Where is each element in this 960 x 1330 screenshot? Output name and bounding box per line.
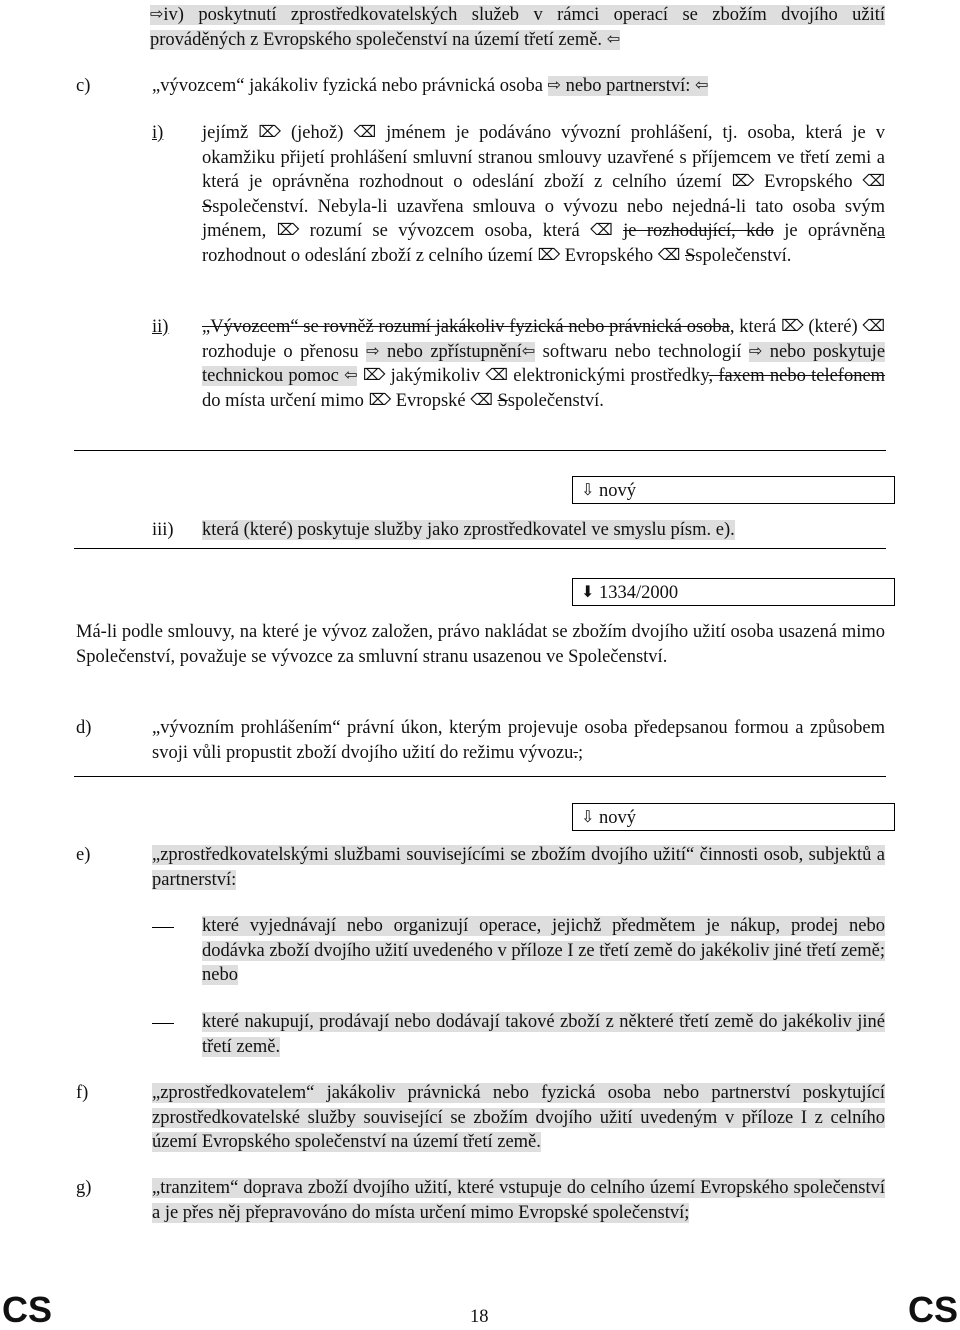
item-g-label: g) xyxy=(76,1178,92,1198)
reference-label: 1334/2000 xyxy=(599,583,679,603)
item-g-text xyxy=(152,1176,885,1225)
item-c-iii-label: iii) xyxy=(152,520,174,540)
delete-start-icon: ⌦ xyxy=(362,365,386,384)
section-divider xyxy=(74,548,886,549)
text-run: Evropského xyxy=(564,245,654,266)
inserted-text: které vyjednávají nebo organizují operace, jejichž předmětem je nákup, prodej nebo dodávka zboží dvojího užití uvedeného v příloze I ze třetí země do jakékoliv jiné třetí země; nebo xyxy=(202,916,885,985)
insert-start-icon: ⇨ xyxy=(366,340,380,360)
delete-end-icon: ⌫ xyxy=(657,244,681,264)
item-c-text xyxy=(152,74,885,99)
text-run: rozhodnout o odeslání zboží z celního území xyxy=(202,245,533,266)
item-c-label: c) xyxy=(76,76,91,96)
arrow-down-outline-icon: ⇩ xyxy=(581,480,595,499)
item-d-text xyxy=(152,716,885,765)
arrow-down-outline-icon: ⇩ xyxy=(581,807,595,826)
new-marker-label: nový xyxy=(599,808,637,828)
inserted-text: která (které) poskytuje služby jako zprostředkovatel ve smyslu písm. e). xyxy=(202,520,735,540)
text-run: společenství. xyxy=(695,245,792,266)
text-run: Evropské xyxy=(395,390,466,411)
text-run: společenství. Nebyla-li uzavřena smlouva o vývozu nebo nejedná-li tato osoba svým jménem, xyxy=(202,196,885,241)
text-run: , která xyxy=(729,317,777,337)
inserted-text: nebo zpřístupnění xyxy=(386,341,522,362)
insert-start-icon: ⇨ xyxy=(150,4,164,23)
text-run: elektronickými prostředky xyxy=(513,366,709,386)
text-run: jakýmikoliv xyxy=(390,366,481,386)
paragraph-text: Má-li podle smlouvy, na které je vývoz založen, právo nakládat se zbožím dvojího užití osoba usazená mimo Společenství, považuje se vývozce za smluvní stranu usazenou ve Společenství. xyxy=(76,622,885,667)
deleted-text: „Vývozcem“ se rovněž rozumí jakákoliv fyzická nebo právnická osoba xyxy=(202,317,730,337)
deleted-text: S xyxy=(684,245,696,266)
text-run: společenství. xyxy=(507,390,604,411)
footer-language-left: CS xyxy=(2,1289,53,1330)
item-c-ii-label: ii) xyxy=(152,317,169,337)
item-e-text xyxy=(152,843,885,892)
new-marker-label: nový xyxy=(599,481,637,501)
item-iv-text: iv) poskytnutí zprostředkovatelských služeb v rámci operací se zbožím dvojího užití prováděných z Evropského společenství na území třetí země. xyxy=(150,5,885,50)
deleted-text: S xyxy=(497,390,508,411)
page-number: 18 xyxy=(470,1307,489,1327)
text-run: Evropského xyxy=(764,172,853,192)
item-e-dash1 xyxy=(202,914,885,988)
text-run: je oprávněn xyxy=(784,221,877,241)
item-c-text-a: „vývozcem“ jakákoliv fyzická nebo právnická osoba xyxy=(152,76,543,96)
section-divider xyxy=(74,450,886,451)
delete-start-icon: ⌦ xyxy=(780,316,804,335)
list-dash xyxy=(152,1023,174,1024)
item-iv xyxy=(150,3,885,52)
item-c-text-b: nebo partnerství: xyxy=(565,76,691,96)
delete-end-icon: ⌫ xyxy=(353,122,377,141)
delete-end-icon: ⌫ xyxy=(470,389,493,409)
text-run: softwaru nebo technologií xyxy=(542,341,742,362)
deleted-text: , faxem nebo telefonem xyxy=(708,366,886,386)
text-run: jejímž xyxy=(202,123,249,143)
item-c-i-text xyxy=(202,121,885,268)
item-d-label: d) xyxy=(76,718,92,738)
text-run: rozumí se vývozcem osoba, která xyxy=(309,221,580,241)
delete-end-icon: ⌫ xyxy=(485,365,508,384)
item-c-ii-text xyxy=(202,315,885,413)
inserted-text: nebo poskytuje technickou pomoc xyxy=(202,341,886,386)
item-f-label: f) xyxy=(76,1083,89,1103)
delete-end-icon: ⌫ xyxy=(590,220,613,239)
footer-language-right: CS xyxy=(907,1289,958,1330)
item-f-text xyxy=(152,1081,885,1155)
inserted-text: „zprostředkovatelem“ jakákoliv právnická nebo fyzická osoba nebo partnerství poskytující zprostředkovatelské služby související se zbožím dvojího užití uvedeným v příloze I z celního území Evropského společenství na území třetí země. xyxy=(152,1083,885,1152)
deleted-text: je rozhodující, kdo xyxy=(623,221,774,241)
text-run: „vývozním prohlášením“ právní úkon, kterým projevuje osoba předepsanou formou a způsobem svoji vůli propustit zboží dvojího užití do režimu vývozu xyxy=(152,718,885,763)
text-run: do místa určení mimo xyxy=(202,390,364,411)
text-run: (které) xyxy=(808,317,858,337)
text-run: jménem je podáváno vývozní prohlášení, tj. osoba, která je v okamžiku přijetí prohlášení smluvní stranou smlouvy uzavřené s příjemcem ve třetí zemi a která je oprávněna rozhodnout o odeslání zboží z celního území xyxy=(202,123,886,192)
inserted-text: „zprostředkovatelskými službami souvisejícími se zbožím dvojího užití“ činnosti osob, subjektů a partnerství: xyxy=(152,845,885,890)
item-e-label: e) xyxy=(76,845,91,865)
reference-box xyxy=(572,578,895,606)
underlined-text: ; xyxy=(577,742,584,763)
delete-end-icon: ⌫ xyxy=(862,171,886,190)
item-e-dash2 xyxy=(202,1010,885,1059)
deleted-text: . xyxy=(573,742,578,763)
text-run: rozhoduje o přenosu xyxy=(202,341,359,362)
delete-start-icon: ⌦ xyxy=(537,244,561,264)
delete-start-icon: ⌦ xyxy=(276,220,300,239)
section-divider xyxy=(74,776,886,777)
insert-end-icon: ⇦ xyxy=(695,75,709,94)
insert-start-icon: ⇨ xyxy=(547,75,561,94)
new-marker-box xyxy=(572,476,895,504)
list-dash xyxy=(152,927,174,928)
item-c-i-label: i) xyxy=(152,123,164,143)
arrow-down-bold-icon: ⬇ xyxy=(581,582,595,601)
delete-start-icon: ⌦ xyxy=(258,122,281,141)
delete-start-icon: ⌦ xyxy=(368,389,392,409)
underlined-text: a xyxy=(876,221,886,241)
item-c-iii-text xyxy=(202,518,885,543)
text-run: (jehož) xyxy=(290,123,344,143)
inserted-text: které nakupují, prodávají nebo dodávají takové zboží z některé třetí země do jakékoliv jiné třetí země. xyxy=(202,1012,885,1057)
new-marker-box xyxy=(572,803,895,831)
delete-end-icon: ⌫ xyxy=(862,316,885,335)
insert-start-icon: ⇨ xyxy=(748,340,763,360)
insert-end-icon: ⇦ xyxy=(344,365,358,384)
insert-end-icon: ⇦ xyxy=(521,340,536,360)
insert-end-icon: ⇦ xyxy=(606,28,621,48)
inserted-text: „tranzitem“ doprava zboží dvojího užití, které vstupuje do celního území Evropského společenství a je přes něj přepravováno do místa určení mimo Evropské společenství; xyxy=(152,1178,885,1223)
delete-start-icon: ⌦ xyxy=(731,171,755,190)
deleted-text: S xyxy=(202,196,213,217)
